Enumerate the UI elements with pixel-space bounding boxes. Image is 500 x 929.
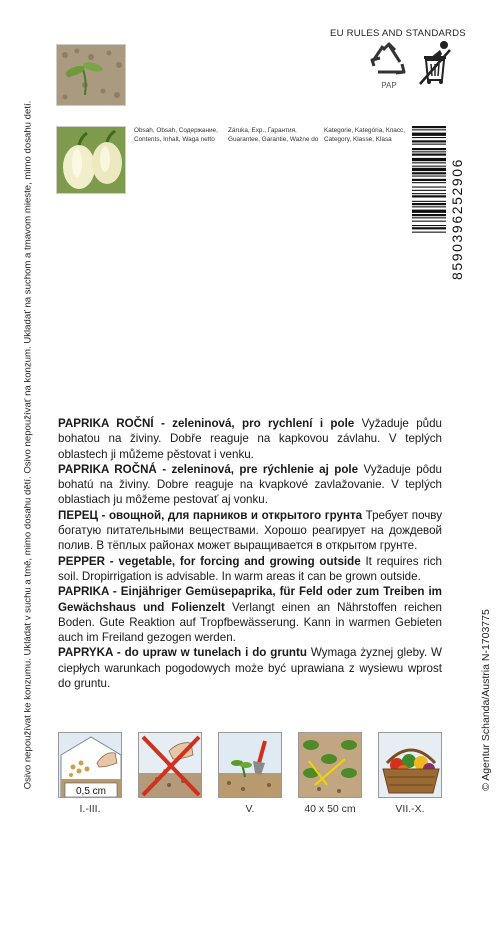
sowing-depth-label: 0,5 cm [75,786,107,797]
spacing-label: 40 x 50 cm [304,803,356,815]
barcode-number: 8590396252906 [449,157,465,280]
paragraph-de: PAPRIKA - Einjähriger Gemüsepaprika, für Feld oder zum Treiben im Gewächshaus und Folienzelt Verlangt einen an Nährstoffen reichen Boden. Gute Reaktion auf Tropfbewässerung. Kann in warmen Gebieten auch im Freiland gezogen werden. [58,585,442,645]
transplanting-icon [218,732,282,798]
paragraph-cz: PAPRIKA ROČNÍ - zeleninová, pro rychlení i pole Vyžaduje půdu bohatou na živiny. Dobře reaguje na kapkovou závlahu. V teplých oblastech ji můžeme pěstovat i venku. [58,417,443,461]
sowing-period-label: I.-III. [79,803,101,815]
recycle-icon [370,42,408,90]
paragraph-ru: ПЕРЕЦ - овощной, для парников и открытого грунта Требует почву богатую питательными веществами. Хорошо реагирует на дождевой полив. В тёплых районах может выращивается в открытом грунте. [58,508,443,553]
barcode [412,122,466,282]
paragraph-sk: PAPRIKA ROČNÁ - zeleninová, pre rýchlenie aj pole Vyžaduje pôdu bohatú na živiny. Dobre reaguje na kvapkové zavlažovanie. V teplých oblastiach ju môžeme pestovať aj vonku. [58,462,442,507]
seedling-photo [56,44,126,106]
transplant-period-label: V. [245,803,255,815]
pepper-photo [56,126,126,194]
expiry-label: Záruka, Exp., Гарантия, Guarantee, Garantie, Ważne do [228,127,319,143]
copyright-text: © Agentur Schanda/Austria N-1703775 [480,609,492,791]
copyright-note [478,580,494,820]
plant-spacing-icon [298,732,362,798]
sowing-icons [58,732,442,798]
category-label: Kategorie, Kategória, Класс, Category, Klasse, Klasa [324,127,405,143]
eu-rules-title: EU RULES AND STANDARDS [330,28,466,39]
harvest-basket-icon [378,732,442,798]
side-note-left-text: Osivo nepoužívat ke konzumu. Ukládat v suchu a tmě, mimo dosahu dětí. Osivo nepoužívať na konzum. Ukladať na suchom a tmavom mieste, mimo dosahu detí. [22,100,34,790]
contents-label: Obsah, Obsah, Содержание, Contents, Inhalt, Waga netto [134,127,218,143]
side-note-left [6,60,50,830]
paragraph-en: PEPPER - vegetable, for forcing and growing outside It requires rich soil. Dropirrigation is advisable. In warm areas it can be grown outside. [58,554,442,583]
pap-label: PAP [381,81,397,90]
trash-bin-icon [418,40,452,86]
harvest-period-label: VII.-X. [395,803,425,815]
indoor-sowing-icon [58,732,122,798]
no-direct-sowing-icon [138,732,202,798]
description-block [58,416,442,691]
paragraph-pl: PAPRYKA - do upraw w tunelach i do gruntu Wymaga żyznej gleby. W ciepłych warunkach pogodowych może być uprawiana z wysiewu wprost do gruntu. [58,646,442,691]
